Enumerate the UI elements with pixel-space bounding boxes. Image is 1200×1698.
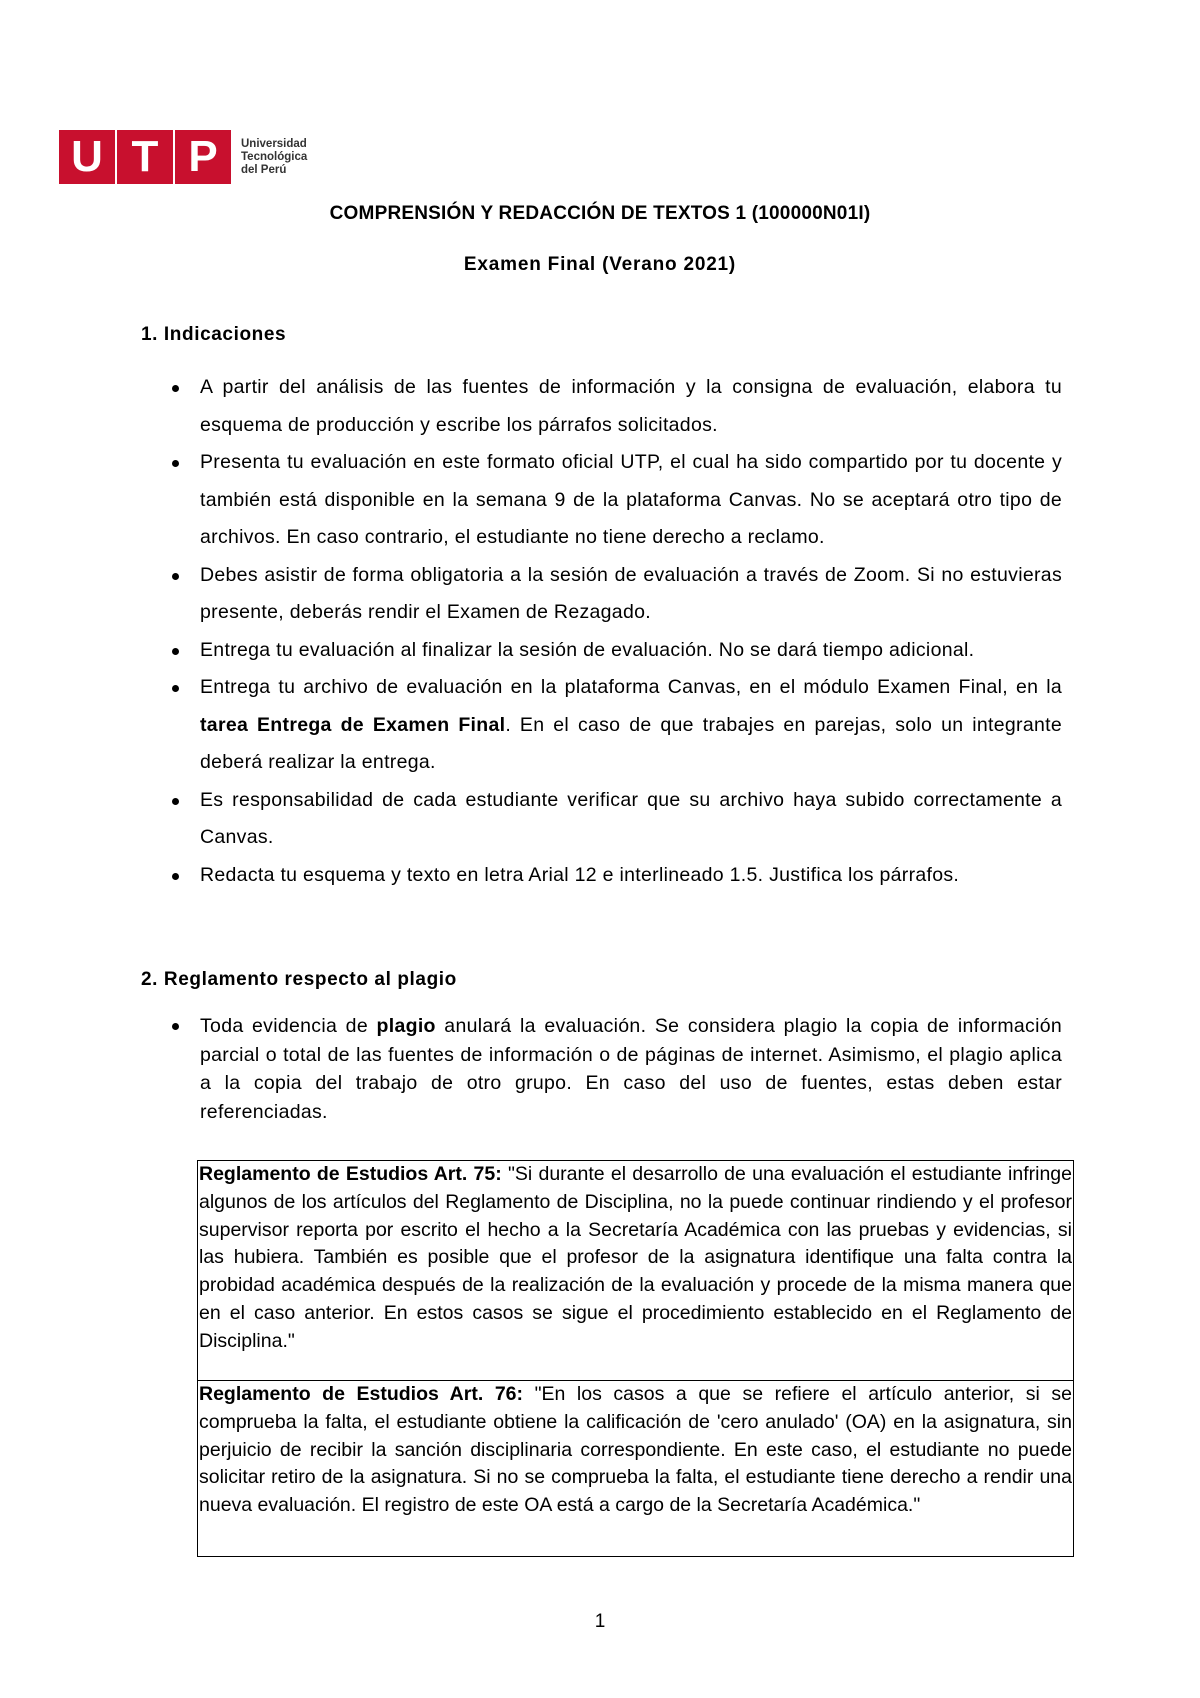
plagio-list xyxy=(200,1012,1062,1126)
course-title: COMPRENSIÓN Y REDACCIÓN DE TEXTOS 1 (100000N01I) xyxy=(329,203,871,224)
section-heading-indicaciones: 1. Indicaciones xyxy=(141,324,287,345)
list-item xyxy=(200,444,1062,557)
section-heading-plagio: 2. Reglamento respecto al plagio xyxy=(141,969,457,990)
list-item xyxy=(200,632,1062,670)
regulation-label: Reglamento de Estudios Art. 76: xyxy=(199,1383,524,1405)
list-item-text: Entrega tu evaluación al finalizar la sesión de evaluación. No se dará tiempo adicional. xyxy=(200,638,975,661)
regulations-table xyxy=(197,1160,1074,1557)
list-item-text-before: Entrega tu archivo de evaluación en la plataforma Canvas, en el módulo Examen Final, en la xyxy=(200,676,1062,698)
list-item xyxy=(200,369,1062,444)
page-number: 1 xyxy=(594,1611,606,1632)
logo-text xyxy=(241,138,307,177)
list-item-text-after: . En el caso de que trabajes en parejas, solo un integrante deberá realizar la entrega. xyxy=(200,713,1062,773)
list-item xyxy=(200,669,1062,782)
bullet-icon xyxy=(172,873,179,880)
list-item xyxy=(200,1012,1062,1126)
list-item-text: Debes asistir de forma obligatoria a la sesión de evaluación a través de Zoom. Si no estuvieras presente, deberás rendir el Examen de Rezagado. xyxy=(200,563,1062,623)
regulation-text: "Si durante el desarrollo de una evaluación el estudiante infringe algunos de los artículos del Reglamento de Disciplina, no la puede continuar rindiendo y el profesor supervisor reporta por escrito el hecho a la Secretaría Académica con las pruebas y evidencias, si las hubiera. También es posible que el profesor de la asignatura identifique una falta contra la probidad académica después de la realización de la evaluación y procede de la misma manera que en el caso anterior. En estos casos se sigue el procedimiento establecido en el Reglamento de Disciplina." xyxy=(199,1163,1072,1352)
logo-letter-t: T xyxy=(117,130,173,184)
regulation-cell-art-76 xyxy=(198,1381,1073,1556)
regulation-text: "En los casos a que se refiere el artículo anterior, si se comprueba la falta, el estudiante obtiene la calificación de 'cero anulado' (OA) en la asignatura, sin perjuicio de recibir la sanción disciplinaria correspondiente. En este caso, el estudiante no puede solicitar retiro de la asignatura. Si no se comprueba la falta, el estudiante tiene derecho a rendir una nueva evaluación. El registro de este OA está a cargo de la Secretaría Académica." xyxy=(199,1383,1072,1517)
exam-title: Examen Final (Verano 2021) xyxy=(463,254,737,275)
bullet-icon xyxy=(172,685,179,692)
list-item-text-after: anulará la evaluación. Se considera plagio la copia de información parcial o total de las fuentes de información o de páginas de internet. Asimismo, el plagio aplica a la copia del trabajo de otro grupo. En caso del uso de fuentes, estas deben estar referenciadas. xyxy=(200,1015,1062,1123)
bullet-icon xyxy=(172,648,179,655)
list-item-text: A partir del análisis de las fuentes de información y la consigna de evaluación, elabora tu esquema de producción y escribe los párrafos solicitados. xyxy=(200,376,1062,436)
regulation-label: Reglamento de Estudios Art. 75: xyxy=(199,1163,502,1185)
list-item-text: Presenta tu evaluación en este formato oficial UTP, el cual ha sido compartido por tu docente y también está disponible en la semana 9 de la plataforma Canvas. No se aceptará otro tipo de archivos. En caso contrario, el estudiante no tiene derecho a reclamo. xyxy=(200,451,1062,548)
regulation-cell-art-75 xyxy=(198,1161,1073,1381)
list-item xyxy=(200,557,1062,632)
bullet-icon xyxy=(172,460,179,467)
bullet-icon xyxy=(172,573,179,580)
logo-text-line: del Perú xyxy=(241,163,287,176)
list-item xyxy=(200,857,1062,895)
logo-text-line: Universidad xyxy=(241,137,307,150)
list-item-text: Es responsabilidad de cada estudiante verificar que su archivo haya subido correctamente a Canvas. xyxy=(200,788,1062,848)
list-item-bold-text: tarea Entrega de Examen Final xyxy=(200,713,506,736)
list-item-text-before: Toda evidencia de xyxy=(200,1015,377,1037)
list-item xyxy=(200,782,1062,857)
logo-letter-p: P xyxy=(175,130,231,184)
indicaciones-list xyxy=(200,369,1062,894)
list-item-bold-text: plagio xyxy=(376,1015,436,1037)
logo-text-line: Tecnológica xyxy=(241,150,308,163)
utp-logo xyxy=(59,130,307,184)
bullet-icon xyxy=(172,1023,179,1030)
bullet-icon xyxy=(172,385,179,392)
list-item-text: Redacta tu esquema y texto en letra Arial 12 e interlineado 1.5. Justifica los párrafos. xyxy=(200,863,960,886)
bullet-icon xyxy=(172,798,179,805)
logo-letter-u: U xyxy=(59,130,115,184)
